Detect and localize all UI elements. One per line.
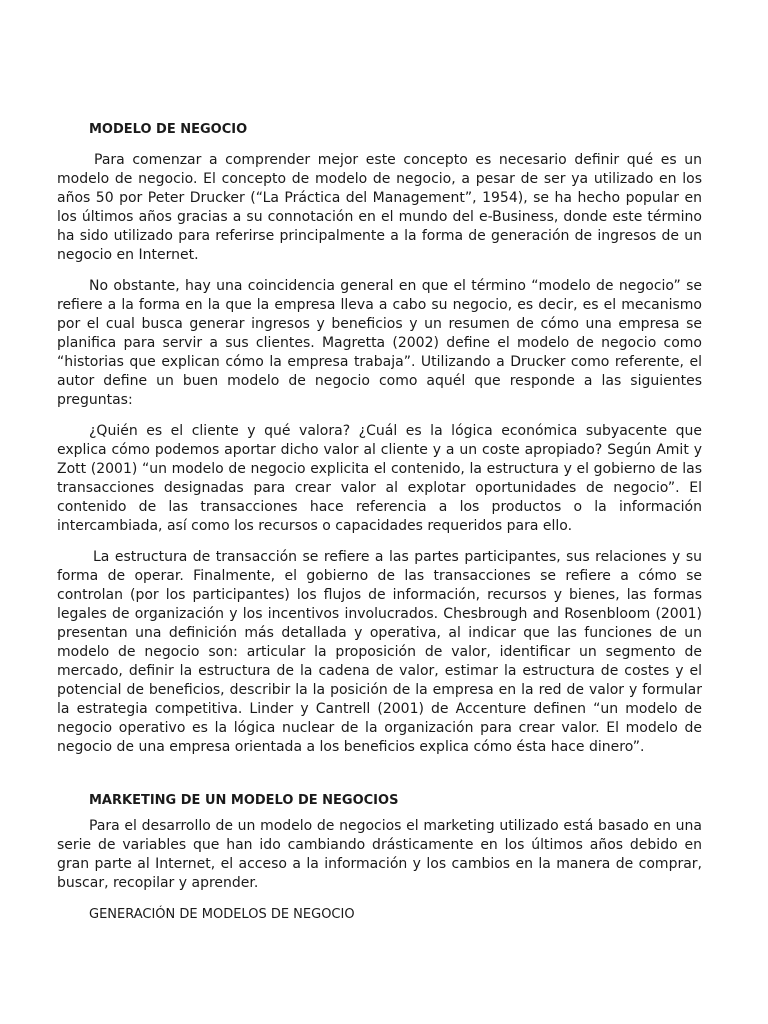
paragraph-marketing: Para el desarrollo de un modelo de negocios el marketing utilizado está basado en una serie de variables que han ido cambiando drásticamente en los últimos años debido en gran parte al Internet, el acceso a la información y los cambios en la manera de comprar, buscar, recopilar y aprender. bbox=[57, 818, 702, 891]
paragraph-no-obstante: No obstante, hay una coincidencia general en que el término “modelo de negocio” se refiere a la forma en la que la empresa lleva a cabo su negocio, es decir, es el mecanismo por el cual busca generar ingresos y beneficios y un resumen de cómo una empresa se planifica para servir a sus clientes. Magretta (2002) define el modelo de negocio como “historias que explican cómo la empresa trabaja”. Utilizando a Drucker como referente, el autor define un buen modelo de negocio como aquél que responde a las siguientes preguntas: bbox=[57, 278, 702, 408]
section-heading-marketing: MARKETING DE UN MODELO DE NEGOCIOS bbox=[89, 793, 399, 808]
subheading-generacion-de-modelos: GENERACIÓN DE MODELOS DE NEGOCIO bbox=[89, 907, 355, 922]
paragraph-quien-es-el-cliente: ¿Quién es el cliente y qué valora? ¿Cuál es la lógica económica subyacente que explica cómo podemos aportar dicho valor al cliente y a un coste apropiado? Según Amit y Zott (2001) “un modelo de negocio explicita el contenido, la estructura y el gobierno de las transacciones designadas para crear valor al explotar oportunidades de negocio”. El contenido de las transacciones hace referencia a los productos o la información intercambiada, así como los recursos o capacidades requeridos para ello. bbox=[57, 423, 702, 534]
document-body bbox=[57, 120, 702, 924]
paragraph-intro: Para comenzar a comprender mejor este concepto es necesario definir qué es un modelo de negocio. El concepto de modelo de negocio, a pesar de ser ya utilizado en los años 50 por Peter Drucker (“La Práctica del Management”, 1954), se ha hecho popular en los últimos años gracias a su connotación en el mundo del e-Business, donde este término ha sido utilizado para referirse principalmente a la forma de generación de ingresos de un negocio en Internet. bbox=[57, 152, 702, 263]
section-heading-modelo-de-negocio: MODELO DE NEGOCIO bbox=[89, 122, 248, 137]
paragraph-estructura-de-transaccion: La estructura de transacción se refiere a las partes participantes, sus relaciones y su forma de operar. Finalmente, el gobierno de las transacciones se refiere a cómo se controlan (por los participantes) los flujos de información, recursos y bienes, las formas legales de organización y los incentivos involucrados. Chesbrough and Rosenbloom (2001) presentan una definición más detallada y operativa, al indicar que las funciones de un modelo de negocio son: articular la proposición de valor, identificar un segmento de mercado, definir la estructura de la cadena de valor, estimar la estructura de costes y el potencial de beneficios, describir la la posición de la empresa en la red de valor y formular la estrategia competitiva. Linder y Cantrell (2001) de Accenture definen “un modelo de negocio operativo es la lógica nuclear de la organización para crear valor. El modelo de negocio de una empresa orientada a los beneficios explica cómo ésta hace dinero”. bbox=[57, 549, 702, 755]
